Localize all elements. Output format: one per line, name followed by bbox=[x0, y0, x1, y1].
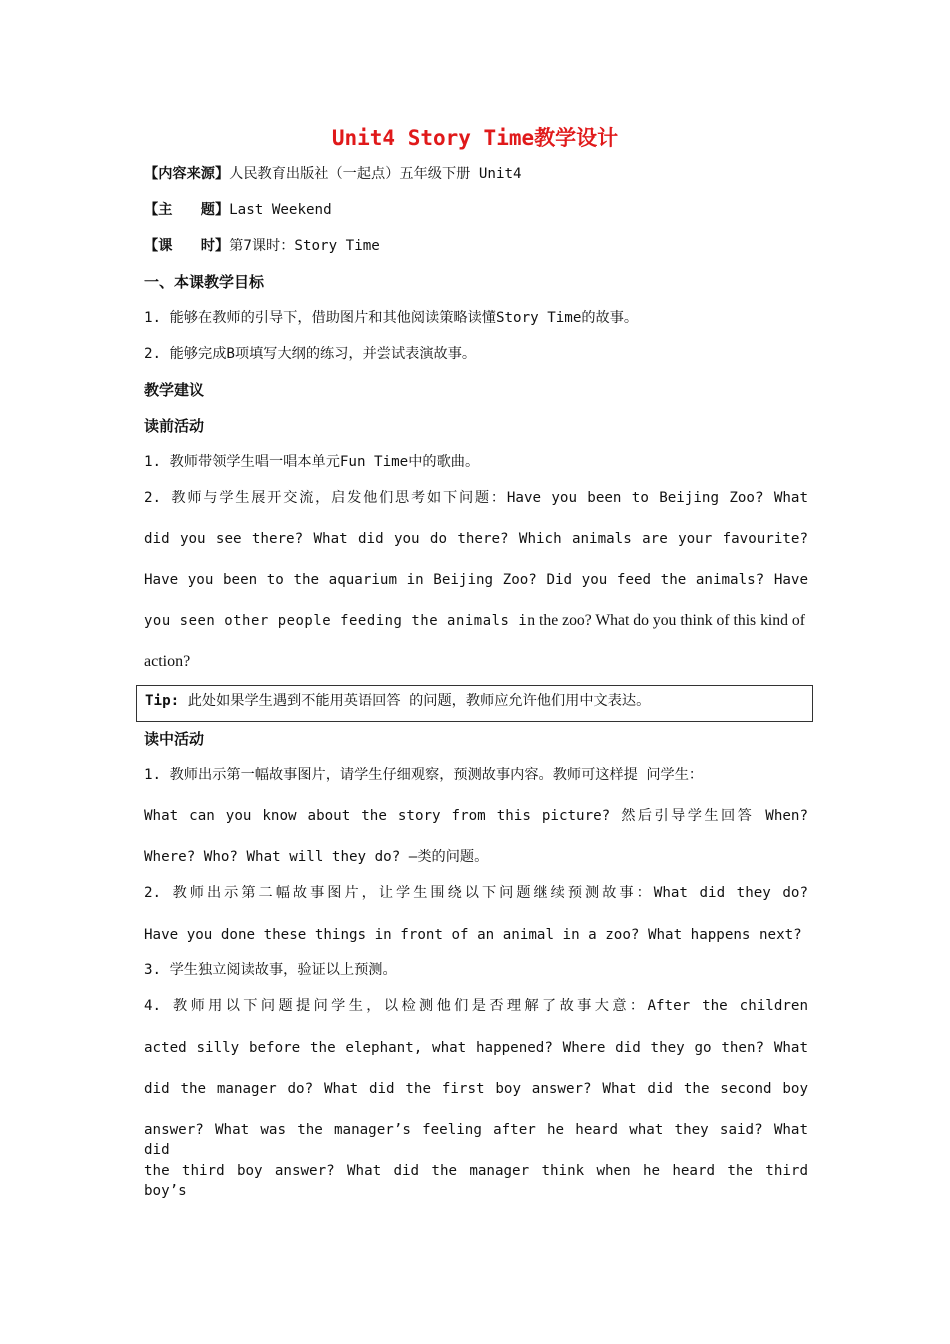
pre-reading-item-2-line-2: did you see there? What did you do there? Which animals are your favourite? bbox=[144, 531, 808, 547]
goal-item-2: 2. 能够完成B项填写大纲的练习，并尝试表演故事。 bbox=[144, 346, 477, 362]
pre-reading-item-1: 1. 教师带领学生唱一唱本单元Fun Time中的歌曲。 bbox=[144, 454, 480, 470]
while-reading-item-1-line-1: 1. 教师出示第一幅故事图片，请学生仔细观察，预测故事内容。教师可这样提 问学生： bbox=[144, 767, 704, 783]
pre-reading-item-2-line-5: action? bbox=[144, 653, 191, 670]
while-reading-item-4-line-3: did the manager do? What did the first boy answer? What did the second boy bbox=[144, 1081, 808, 1097]
pre-reading-item-2-line-3: Have you been to the aquarium in Beijing Zoo? Did you feed the animals? Have bbox=[144, 572, 808, 588]
while-reading-item-4-line-5: the third boy answer? What did the manager think when he heard the third boy’s bbox=[144, 1163, 808, 1199]
suggestion-heading: 教学建议 bbox=[144, 381, 205, 399]
meta-source-value: 人民教育出版社（一起点）五年级下册 Unit4 bbox=[229, 166, 522, 182]
goal-item-1: 1. 能够在教师的引导下，借助图片和其他阅读策略读懂Story Time的故事。 bbox=[144, 310, 639, 326]
while-reading-item-4-line-1: 4. 教师用以下问题提问学生，以检测他们是否理解了故事大意：After the children bbox=[144, 998, 808, 1014]
while-reading-item-1-line-3: Where? Who? What will they do? —类的问题。 bbox=[144, 849, 489, 865]
pre-reading-line-4-mono: you seen other people feeding the animals i bbox=[144, 613, 528, 629]
while-reading-item-2-line-2: Have you done these things in front of an animal in a zoo? What happens next? bbox=[144, 927, 802, 943]
tip-box bbox=[136, 685, 813, 722]
while-reading-item-2-line-1: 2. 教师出示第二幅故事图片，让学生围绕以下问题继续预测故事：What did they do? bbox=[144, 885, 808, 901]
meta-theme bbox=[144, 200, 808, 220]
meta-source-label: 【内容来源】 bbox=[144, 166, 230, 182]
document-title: Unit4 Story Time教学设计 bbox=[331, 126, 619, 150]
tip-text: 此处如果学生遇到不能用英语回答 的问题，教师应允许他们用中文表达。 bbox=[179, 693, 651, 709]
pre-reading-line-4-serif: n the zoo? What do you think of this kind of bbox=[527, 612, 805, 629]
meta-period-value: 第7课时：Story Time bbox=[229, 238, 380, 254]
section-goals-heading: 一、本课教学目标 bbox=[144, 273, 265, 291]
meta-period-label: 【课 时】 bbox=[144, 238, 230, 254]
pre-reading-item-2-line-4 bbox=[144, 611, 808, 631]
meta-theme-value: Last Weekend bbox=[229, 202, 332, 218]
while-reading-item-1-line-2: What can you know about the story from this picture? 然后引导学生回答 When? bbox=[144, 808, 808, 824]
tip-label: Tip: bbox=[145, 693, 180, 709]
while-reading-item-3: 3. 学生独立阅读故事，验证以上预测。 bbox=[144, 962, 397, 978]
while-reading-item-4-line-4: answer? What was the manager’s feeling after he heard what they said? What did bbox=[144, 1122, 808, 1158]
while-reading-item-4-line-2: acted silly before the elephant, what happened? Where did they go then? What bbox=[144, 1040, 808, 1056]
while-reading-heading: 读中活动 bbox=[144, 730, 205, 748]
pre-reading-item-2-line-1: 2. 教师与学生展开交流，启发他们思考如下问题：Have you been to Beijing Zoo? What bbox=[144, 490, 808, 506]
pre-reading-heading: 读前活动 bbox=[144, 417, 205, 435]
meta-theme-label: 【主 题】 bbox=[144, 202, 230, 218]
tip-text-row bbox=[145, 690, 650, 710]
meta-source bbox=[144, 164, 808, 184]
meta-period bbox=[144, 236, 808, 256]
